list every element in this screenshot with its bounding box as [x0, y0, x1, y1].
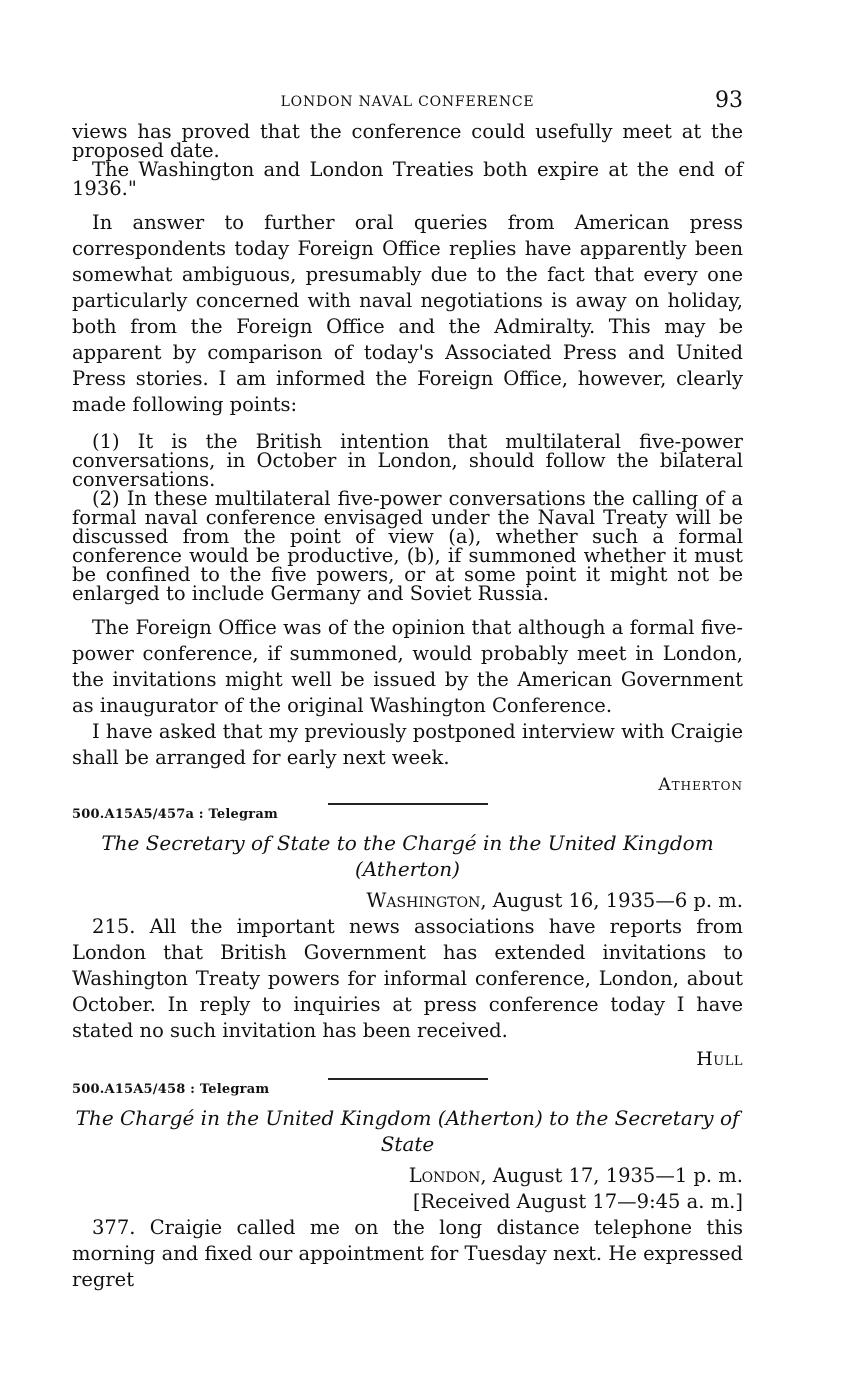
paragraph-point-2: (2) In these multilateral five-power conversations the calling of a formal naval conference envisaged under the Naval Treaty will be discussed from the point of view (a), whether such a formal conference would be productive, (b), if summoned whether it must be confined to the five powers, or at some point it might not be enlarged to include Germany and Soviet Russia. — [72, 487, 743, 605]
dateline-place: Washington — [366, 889, 481, 912]
section-divider — [328, 1078, 488, 1080]
dateline — [72, 888, 743, 914]
file-number: 500.A15A5/458 : Telegram — [72, 1082, 270, 1097]
signature-atherton: Atherton — [658, 775, 743, 795]
page-header — [72, 88, 743, 122]
document-title: The Chargé in the United Kingdom (Atherton) to the Secretary of State — [75, 1106, 740, 1156]
dateline-date: , August 16, 1935—6 p. m. — [480, 889, 743, 912]
received-note: [Received August 17—9:45 a. m.] — [412, 1190, 743, 1213]
page-number: 93 — [715, 88, 743, 113]
telegram-text: 215. All the important news associations have reports from London that British Government has extended invitations to Washington Treaty powers for informal conference, London, about October. In reply to inquiries at press conference today I have stated no such invitation has been received. — [72, 915, 743, 1042]
document-title: The Secretary of State to the Chargé in the United Kingdom (Atherton) — [101, 831, 714, 881]
running-head: LONDON NAVAL CONFERENCE — [280, 94, 535, 110]
paragraph-foreign-office-opinion: The Foreign Office was of the opinion that although a formal five-power conference, if summoned, would probably meet in London, the invitations might well be issued by the American Government as inaugurator of the original Washington Conference. — [72, 616, 743, 717]
section-divider — [328, 803, 488, 805]
paragraph-craigie-interview: I have asked that my previously postponed interview with Craigie shall be arranged for early next week. — [72, 720, 743, 769]
dateline-place: London — [408, 1164, 481, 1187]
file-number: 500.A15A5/457a : Telegram — [72, 807, 278, 822]
paragraph-treaties-expire: The Washington and London Treaties both expire at the end of 1936." — [72, 158, 743, 200]
dateline-date: , August 17, 1935—1 p. m. — [480, 1164, 743, 1187]
document-page — [72, 88, 743, 1293]
paragraph-oral-queries: In answer to further oral queries from American press correspondents today Foreign Office replies have apparently been somewhat ambiguous, presumably due to the fact that every one particularly concerned with naval negotiations is away on holiday, both from the Foreign Office and the Admiralty. This may be apparent by comparison of today's Associated Press and United Press stories. I am informed the Foreign Office, however, clearly made following points: — [72, 211, 743, 416]
paragraph-continuation: views has proved that the conference could usefully meet at the proposed date. — [72, 120, 743, 162]
telegram-text: 377. Craigie called me on the long distance telephone this morning and fixed our appointment for Tuesday next. He expressed regret — [72, 1216, 743, 1291]
paragraph-point-1: (1) It is the British intention that multilateral five-power conversations, in October in London, should follow the bilateral conversations. — [72, 430, 743, 491]
signature-hull: Hull — [696, 1048, 743, 1070]
dateline — [72, 1163, 743, 1189]
